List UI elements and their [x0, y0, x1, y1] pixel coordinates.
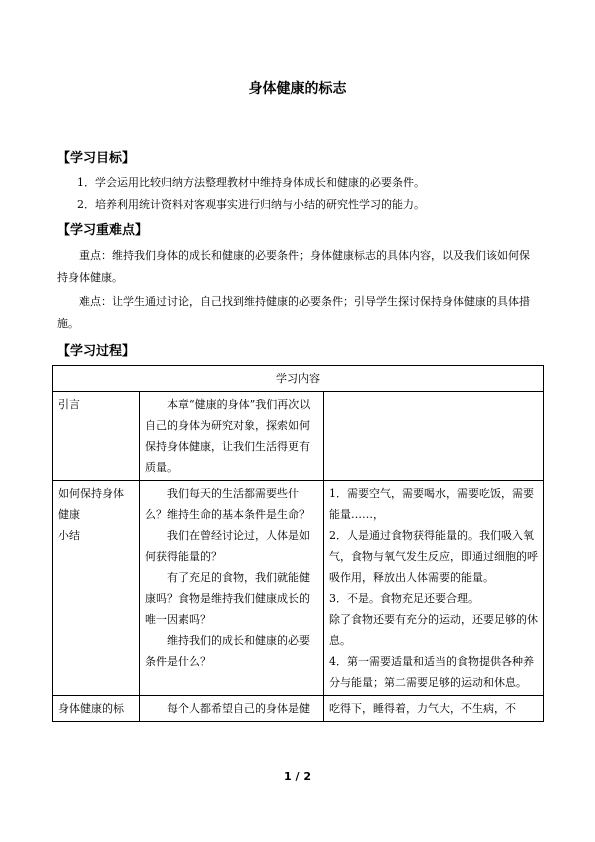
row-content — [140, 481, 324, 696]
label-line: 如何保持身体健康 — [58, 487, 124, 521]
process-table — [52, 365, 544, 722]
content-paragraph: 我们在曾经讨论过，人体是如何获得能量的？ — [145, 529, 310, 563]
content-paragraph: 维持我们的成长和健康的必要条件是什么？ — [145, 634, 310, 668]
row-content — [140, 696, 324, 722]
note-paragraph: 2．人是通过食物获得能量的。我们吸入氧气，食物与氧气发生反应，即通过细胞的呼吸作用，释放出人体需要的能量。 — [329, 529, 538, 584]
goal-item-2: 2．培养利用统计资料对客观事实进行归纳与小结的研究性学习的能力。 — [77, 198, 425, 211]
table-row — [53, 392, 544, 481]
content-paragraph: 本章“健康的身体”我们再次以自己的身体为研究对象，探索如何保持身体健康，让我们生活得更有质量。 — [145, 398, 311, 474]
difficulty-paragraph: 难点：让学生通过讨论，自己找到维持健康的必要条件；引导学生探讨保持身体健康的具体措施。 — [57, 295, 530, 330]
content-paragraph: 我们每天的生活都需要些什么？维持生命的基本条件是生命？ — [145, 487, 310, 521]
row-notes — [324, 481, 544, 696]
row-label: 身体健康的标 — [53, 696, 140, 722]
note-paragraph: 1．需要空气，需要喝水，需要吃饭，需要能量……， — [329, 487, 534, 521]
goal-item-1: 1．学会运用比较归纳方法整理教材中维持身体成长和健康的必要条件。 — [77, 176, 425, 189]
page-number: 1 / 2 — [284, 770, 311, 783]
note-paragraph: 吃得下，睡得着，力气大，不生病，不 — [329, 702, 516, 715]
label-line: 小结 — [58, 529, 80, 542]
row-notes — [324, 696, 544, 722]
content-paragraph: 有了充足的食物，我们就能健康吗？食物是维持我们健康成长的唯一因素吗？ — [145, 571, 310, 626]
note-paragraph: 3．不是。食物充足还要合理。 — [329, 592, 479, 605]
row-content — [140, 392, 324, 481]
goals-heading: 【学习目标】 — [57, 151, 136, 166]
key-points-heading: 【学习重难点】 — [57, 223, 149, 238]
process-table-clip — [52, 365, 544, 762]
focus-paragraph: 重点：维持我们身体的成长和健康的必要条件；身体健康标志的具体内容，以及我们该如何保持身体健康。 — [57, 249, 530, 284]
note-paragraph: 4．第一需要适量和适当的食物提供各种养分与能量；第二需要足够的运动和休息。 — [329, 655, 534, 689]
process-heading: 【学习过程】 — [57, 344, 136, 359]
row-label — [53, 481, 140, 696]
row-notes — [324, 392, 544, 481]
content-paragraph: 每个人都希望自己的身体是健 — [167, 702, 310, 715]
document-title: 身体健康的标志 — [248, 81, 347, 97]
table-row — [53, 481, 544, 696]
note-paragraph: 除了食物还要有充分的运动，还要足够的休息。 — [329, 613, 538, 647]
table-row — [53, 696, 544, 722]
row-label: 引言 — [53, 392, 140, 481]
table-header-cell: 学习内容 — [53, 366, 544, 392]
table-header-row — [53, 366, 544, 392]
